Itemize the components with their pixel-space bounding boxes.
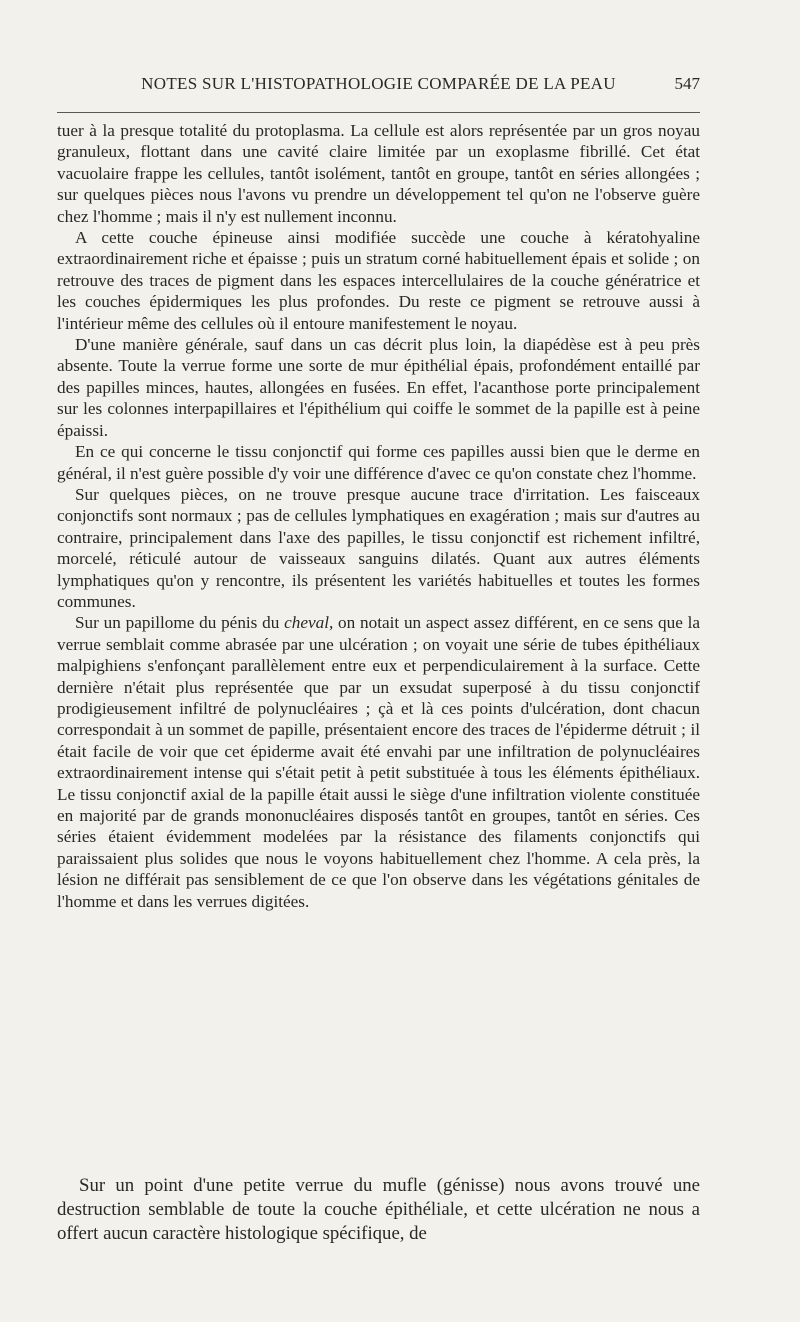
paragraph-4: En ce qui concerne le tissu conjonctif qui forme ces papilles aussi bien que le derme en général, il n'est guère possible d'y voir une différence d'avec ce qu'on constate chez l'homme. [57,442,700,483]
page-number: 547 [674,74,700,93]
paragraph-2: A cette couche épineuse ainsi modifiée succède une couche à kératohyaline extraordinairement riche et épaisse ; puis un stratum corné habituellement épais et solide ; on retrouve des traces de pigment dans les espaces intercellulaires de la couche génératrice et les couches épidermiques les plus profondes. Du reste ce pigment se retrouve aussi à l'intérieur même des cellules où il entoure manifestement le noyau. [57,228,700,333]
paragraph-6-italic: cheval, [284,613,334,633]
final-text [57,1174,700,1246]
paragraph-1: tuer à la presque totalité du protoplasma. La cellule est alors représentée par un gros noyau granuleux, flottant dans une cavité claire limitée par un exoplasme fibrillé. Cet état vacuolaire frappe les cellules, tantôt isolément, tantôt en groupe, tantôt en séries allongées ; sur quelques pièces nous l'avons vu prendre un développement tel qu'on ne l'observe guère chez l'homme ; mais il n'y est nullement inconnu. [57,121,700,226]
body-text [57,120,700,912]
paragraph-3: D'une manière générale, sauf dans un cas décrit plus loin, la diapédèse est à peu près absente. Toute la verrue forme une sorte de mur épithélial épais, profondément entaillé par des papilles minces, hautes, allongées en fusées. En effet, l'acanthose porte principalement sur les colonnes interpapillaires et l'épithélium qui coiffe le sommet de la papille est à peine épaissi. [57,335,700,440]
running-title: NOTES SUR L'HISTOPATHOLOGIE COMPARÉE DE LA PEAU [141,74,616,93]
paragraph-6-start: Sur un papillome du pénis du [75,613,285,633]
paragraph-5: Sur quelques pièces, on ne trouve presque aucune trace d'irritation. Les faisceaux conjonctifs sont normaux ; pas de cellules lymphatiques en exagération ; mais sur d'autres au contraire, principalement dans l'axe des papilles, le tissu conjonctif est richement infiltré, morcelé, réticulé autour de vaisseaux sanguins dilatés. Quant aux autres éléments lymphatiques qu'on y rencontre, ils présentent les variétés habituelles et toutes les formes communes. [57,484,700,611]
running-head [57,74,700,98]
paragraph-6-rest: on notait un aspect assez différent, en ce sens que la verrue semblait comme abrasée par une ulcération ; on voyait une série de tubes épithéliaux malpighiens s'enfonçant parallèlement entre eux et perpendiculairement à la surface. Cette dernière n'était plus représentée que par un exsudat superposé à du tissu conjonctif prodigieusement infiltré de polynucléaires ; çà et là ces points d'ulcération, dont chacun correspondait à un sommet de papille, présentaient encore des traces de l'épiderme détruit ; il était facile de voir que cet épiderme avait été envahi par une infiltration de polynucléaires extraordinairement intense qui s'était petit à petit substituée à tous les éléments épithéliaux. Le tissu conjonctif axial de la papille était aussi le siège d'une infiltration violente constituée en majorité par de grands mononucléaires disposés tantôt en groupes, tantôt en séries. Ces séries étaient évidemment modelées par la résistance des filaments conjonctifs qui paraissaient plus solides que nous le voyons habituellement chez l'homme. A cela près, la lésion ne différait pas sensiblement de ce que l'on observe dans les végétations génitales de l'homme et dans les verrues digitées. [57,613,700,911]
header-rule [57,112,700,113]
paragraph-7: Sur un point d'une petite verrue du mufle (génisse) nous avons trouvé une destruction semblable de toute la couche épithéliale, et cette ulcération ne nous a offert aucun caractère histologique spécifique, de [57,1175,700,1244]
paragraph-6 [57,612,700,912]
